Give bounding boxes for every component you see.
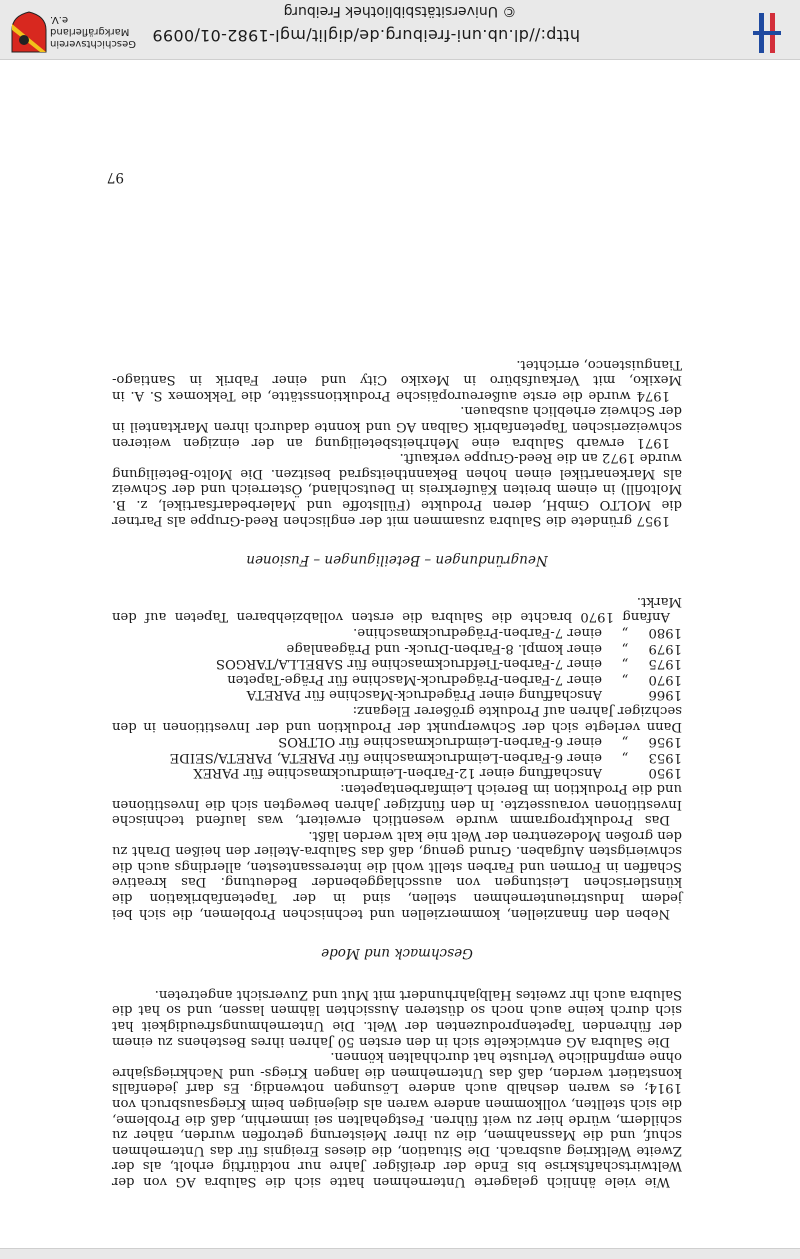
paragraph: Wie viele ähnlich gelagerte Unternehmen hatte sich die Salubra AG von der Weltwirtschaftskrise bis Ende der dreißiger Jahre nur notdürftig erholt, als der Zweite Weltkrieg ausbrach. Die Situation, die dieses Ereignis für das Unternehmen schuf, und die Massnahmen, die zu ihrer Meisterung getroffen wurden, näher zu schildern, würde hier zu weit führen. Festgehalten sei immerhin, daß die Probleme, die sich stellten, vollkommen andere waren als diejenigen beim Kriegsausbruch von 1914; es waren deshalb auch andere Lösungen notwendig. Es darf jedenfalls konstatiert werden, daß das Unternehmen die langen Kriegs- und Nachkriegsjahre ohne empfindliche Verluste hat durchhalten können.: [112, 1049, 682, 1189]
list-item: 1956 „ einer 6-Farben-Leimdruckmaschine für OLTROS: [278, 734, 682, 750]
library-credit: © Universitätsbibliothek Freiburg: [283, 3, 517, 19]
paragraph: 1974 wurde die erste außereuropäische Produktionsstätte, die Tekkomex S. A. in Mexiko, mit Verkaufsbüro in Mexiko City und einer Fabrik in Santiago-Tianguistenco, errichtet.: [112, 356, 682, 403]
society-crest-icon: [10, 10, 48, 54]
investment-list-2: [112, 624, 682, 702]
investment-list-1: [112, 734, 682, 781]
paragraph: 1971 erwarb Salubra eine Mehrheitsbeteiligung an der einzigen weiteren schweizerischen Tapetenfabrik Galban AG und konnte dadurch ihren Marktanteil in der Schweiz erheblich ausbauen.: [112, 403, 682, 450]
page-number: 97: [106, 169, 124, 185]
list-item: 1979 „ einer kompl. 8-Farben-Druck- und Prägeanlage: [286, 640, 682, 656]
list-item: 1975 „ einer 7-Farben-Tiefdruckmaschine für SABELLA/TARGOS: [216, 656, 682, 672]
section-heading: Geschmack und Mode: [321, 945, 473, 962]
list-item: 1970 „ einer 7-Farben-Prägedruck-Maschine für Präge-Tapeten: [227, 671, 682, 687]
paragraph: 1957 gründete die Salubra zusammen mit der englischen Reed-Gruppe als Partner die MOLTO GmbH, deren Produkte (Füllstoffe und Malerbedarfsartikel, z. B. Moltofill) in einem breiten Käuferkreis in Deutschland, Österreich und der Schweiz als Markenartikel einen hohen Bekanntheitsgrad besitzen. Die Molto-Beteiligung wurde 1972 an die Reed-Gruppe verkauft.: [112, 450, 682, 528]
society-credit: Geschichtsverein Markgräflerland e.V.: [50, 14, 136, 49]
list-item: 1966 Anschaffung einer Prägedruck-Maschine für PARETA: [246, 687, 682, 703]
paragraph: Dann verlegte sich der Schwerpunkt der Produktion und der Investitionen in den sechziger Jahren auf Produkte größerer Eleganz:: [112, 702, 682, 734]
section-heading: Neugründungen – Beteiligungen – Fusionen: [246, 552, 548, 569]
list-item: 1980 „ einer 7-Farben-Prägedruckmaschine.: [353, 625, 682, 640]
paragraph: Anfang 1970 brachte die Salubra die ersten vollabziehbaren Tapeten auf den Markt.: [112, 593, 682, 625]
list-item: 1950 Anschaffung einer 12-Farben-Leimdruckmaschine für PAREX: [193, 765, 682, 781]
text-block: [112, 356, 682, 1189]
viewer-footer: [0, 0, 800, 60]
permalink-url[interactable]: http://dl.ub.uni-freiburg.de/diglit/mgl-1982-01/0099: [152, 26, 580, 45]
paragraph: Die Salubra AG entwickelte sich in den ersten 50 Jahren ihres Bestehens zu einem der führenden Tapetenproduzenten der Welt. Die Unternehmungsfreudigkeit hat sich durch keine auch noch so düsteren Aussichten lähmen lassen, und so hat die Salubra auch ihr zweites Halbjahrhundert mit Mut und Zuversicht angetreten.: [112, 986, 682, 1049]
list-item: 1953 „ einer 6-Farben-Leimdruckmaschine für PARETA, PARETA/SEIDE: [169, 749, 682, 765]
viewer-header-strip: [0, 1248, 800, 1259]
paragraph: Das Produktprogramm wurde wesentlich erweitert, was laufend technische Investitionen voraussetzte. In den fünfziger Jahren bewegten sich die Investitionen und die Produktion im Bereich Leimfarbentapeten:: [112, 780, 682, 828]
paragraph: Neben den finanziellen, kommerziellen und technischen Problemen, die sich bei jedem Industrieunternehmen stellen, sind in der Tapetenfabrikation die künstlerischen Leistungen von ausschlaggebender Bedeutung. Das kreative Schaffen in Formen und Farben stellt wohl die interessantesten, allerdings auch die schwierigsten Aufgaben. Grund genug, daß das Salubra-Atelier den heißen Draht zu den großen Modezentren der Welt nie kalt werden läßt.: [112, 827, 682, 921]
document-page: [0, 60, 800, 1259]
university-logo-icon: [749, 5, 785, 53]
